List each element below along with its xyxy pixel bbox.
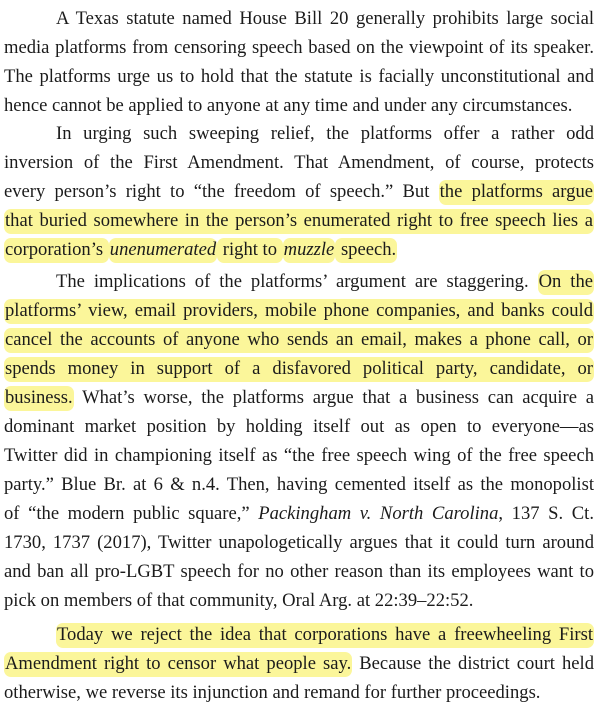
text-segment: party.” Blue Br. at 6 & n.4. Then, having cemented itself as the monopolist [4,474,594,495]
text-segment: media platforms from censoring speech based on the viewpoint of its speaker. [4,37,594,58]
text-line [4,649,594,678]
text-segment: 1730, 1737 (2017), Twitter unapologetically argues that it could turn around [4,532,594,553]
text-segment: hence cannot be applied to anyone at any time and under any circumstances. [4,95,573,116]
paragraph-1 [4,4,594,120]
text-line [4,441,594,470]
text-line [4,206,594,235]
paragraph-3 [4,267,594,615]
text-segment: Because the district court held [352,653,594,674]
text-line [4,148,594,177]
text-segment: Packingham v. North Carolina [258,503,499,524]
text-segment: dominant market position by holding itself out as open to everyone—as [4,416,594,437]
highlighted-text: right to [217,238,283,263]
highlighted-text: unenumerated [109,238,217,263]
paragraph-4 [4,620,594,707]
text-line [4,325,594,354]
text-segment: The platforms urge us to hold that the statute is facially unconstitutional and [4,66,594,87]
text-line [4,528,594,557]
text-line [4,678,594,707]
text-line [4,296,594,325]
text-segment: Twitter did in championing itself as “the free speech wing of the free speech [4,445,594,466]
text-segment: inversion of the First Amendment. That Amendment, of course, protects [4,152,594,173]
highlighted-text: the platforms argue [439,180,594,205]
text-segment: A Texas statute named House Bill 20 generally prohibits large social [56,8,594,29]
highlighted-text: platforms’ view, email providers, mobile phone companies, and banks could [4,299,594,324]
text-line [4,354,594,383]
text-segment: otherwise, we reverse its injunction and remand for further proceedings. [4,682,541,703]
text-segment: What’s worse, the platforms argue that a business can acquire a [73,387,594,408]
text-segment: The implications of the platforms’ argument are staggering. [56,271,538,292]
text-line [4,470,594,499]
highlighted-text: muzzle [283,238,336,263]
text-segment: In urging such sweeping relief, the platforms offer a rather odd [56,123,594,144]
highlighted-text: spends money in support of a disfavored political party, candidate, or [4,357,594,382]
text-line [4,62,594,91]
text-segment: and ban all pro-LGBT speech for no other reason than its employees want to [4,561,594,582]
text-line [4,267,594,296]
text-line [4,235,594,264]
text-segment: every person’s right to “the freedom of speech.” But [4,181,439,202]
text-line [4,557,594,586]
text-line [4,119,594,148]
highlighted-text: cancel the accounts of anyone who sends an email, makes a phone call, or [4,328,594,353]
text-line [4,91,594,120]
text-line [4,33,594,62]
highlighted-text: that buried somewhere in the person’s enumerated right to free speech lies a [4,209,594,234]
highlighted-text: Today we reject the idea that corporations have a freewheeling First [56,623,594,648]
text-line [4,383,594,412]
text-line [4,177,594,206]
text-segment: , 137 S. Ct. [498,503,594,524]
highlighted-text: corporation’s [4,238,109,263]
text-segment: pick on members of that community, Oral Arg. at 22:39–22:52. [4,590,474,611]
highlighted-text: speech. [335,238,397,263]
highlighted-text: Amendment right to censor what people say. [4,652,352,677]
highlighted-text: On the [538,270,594,295]
text-line [4,586,594,615]
text-line [4,499,594,528]
text-segment: of “the modern public square,” [4,503,259,524]
text-line [4,620,594,649]
text-line [4,412,594,441]
text-line [4,4,594,33]
highlighted-text: business. [4,386,74,411]
paragraph-2 [4,119,594,264]
